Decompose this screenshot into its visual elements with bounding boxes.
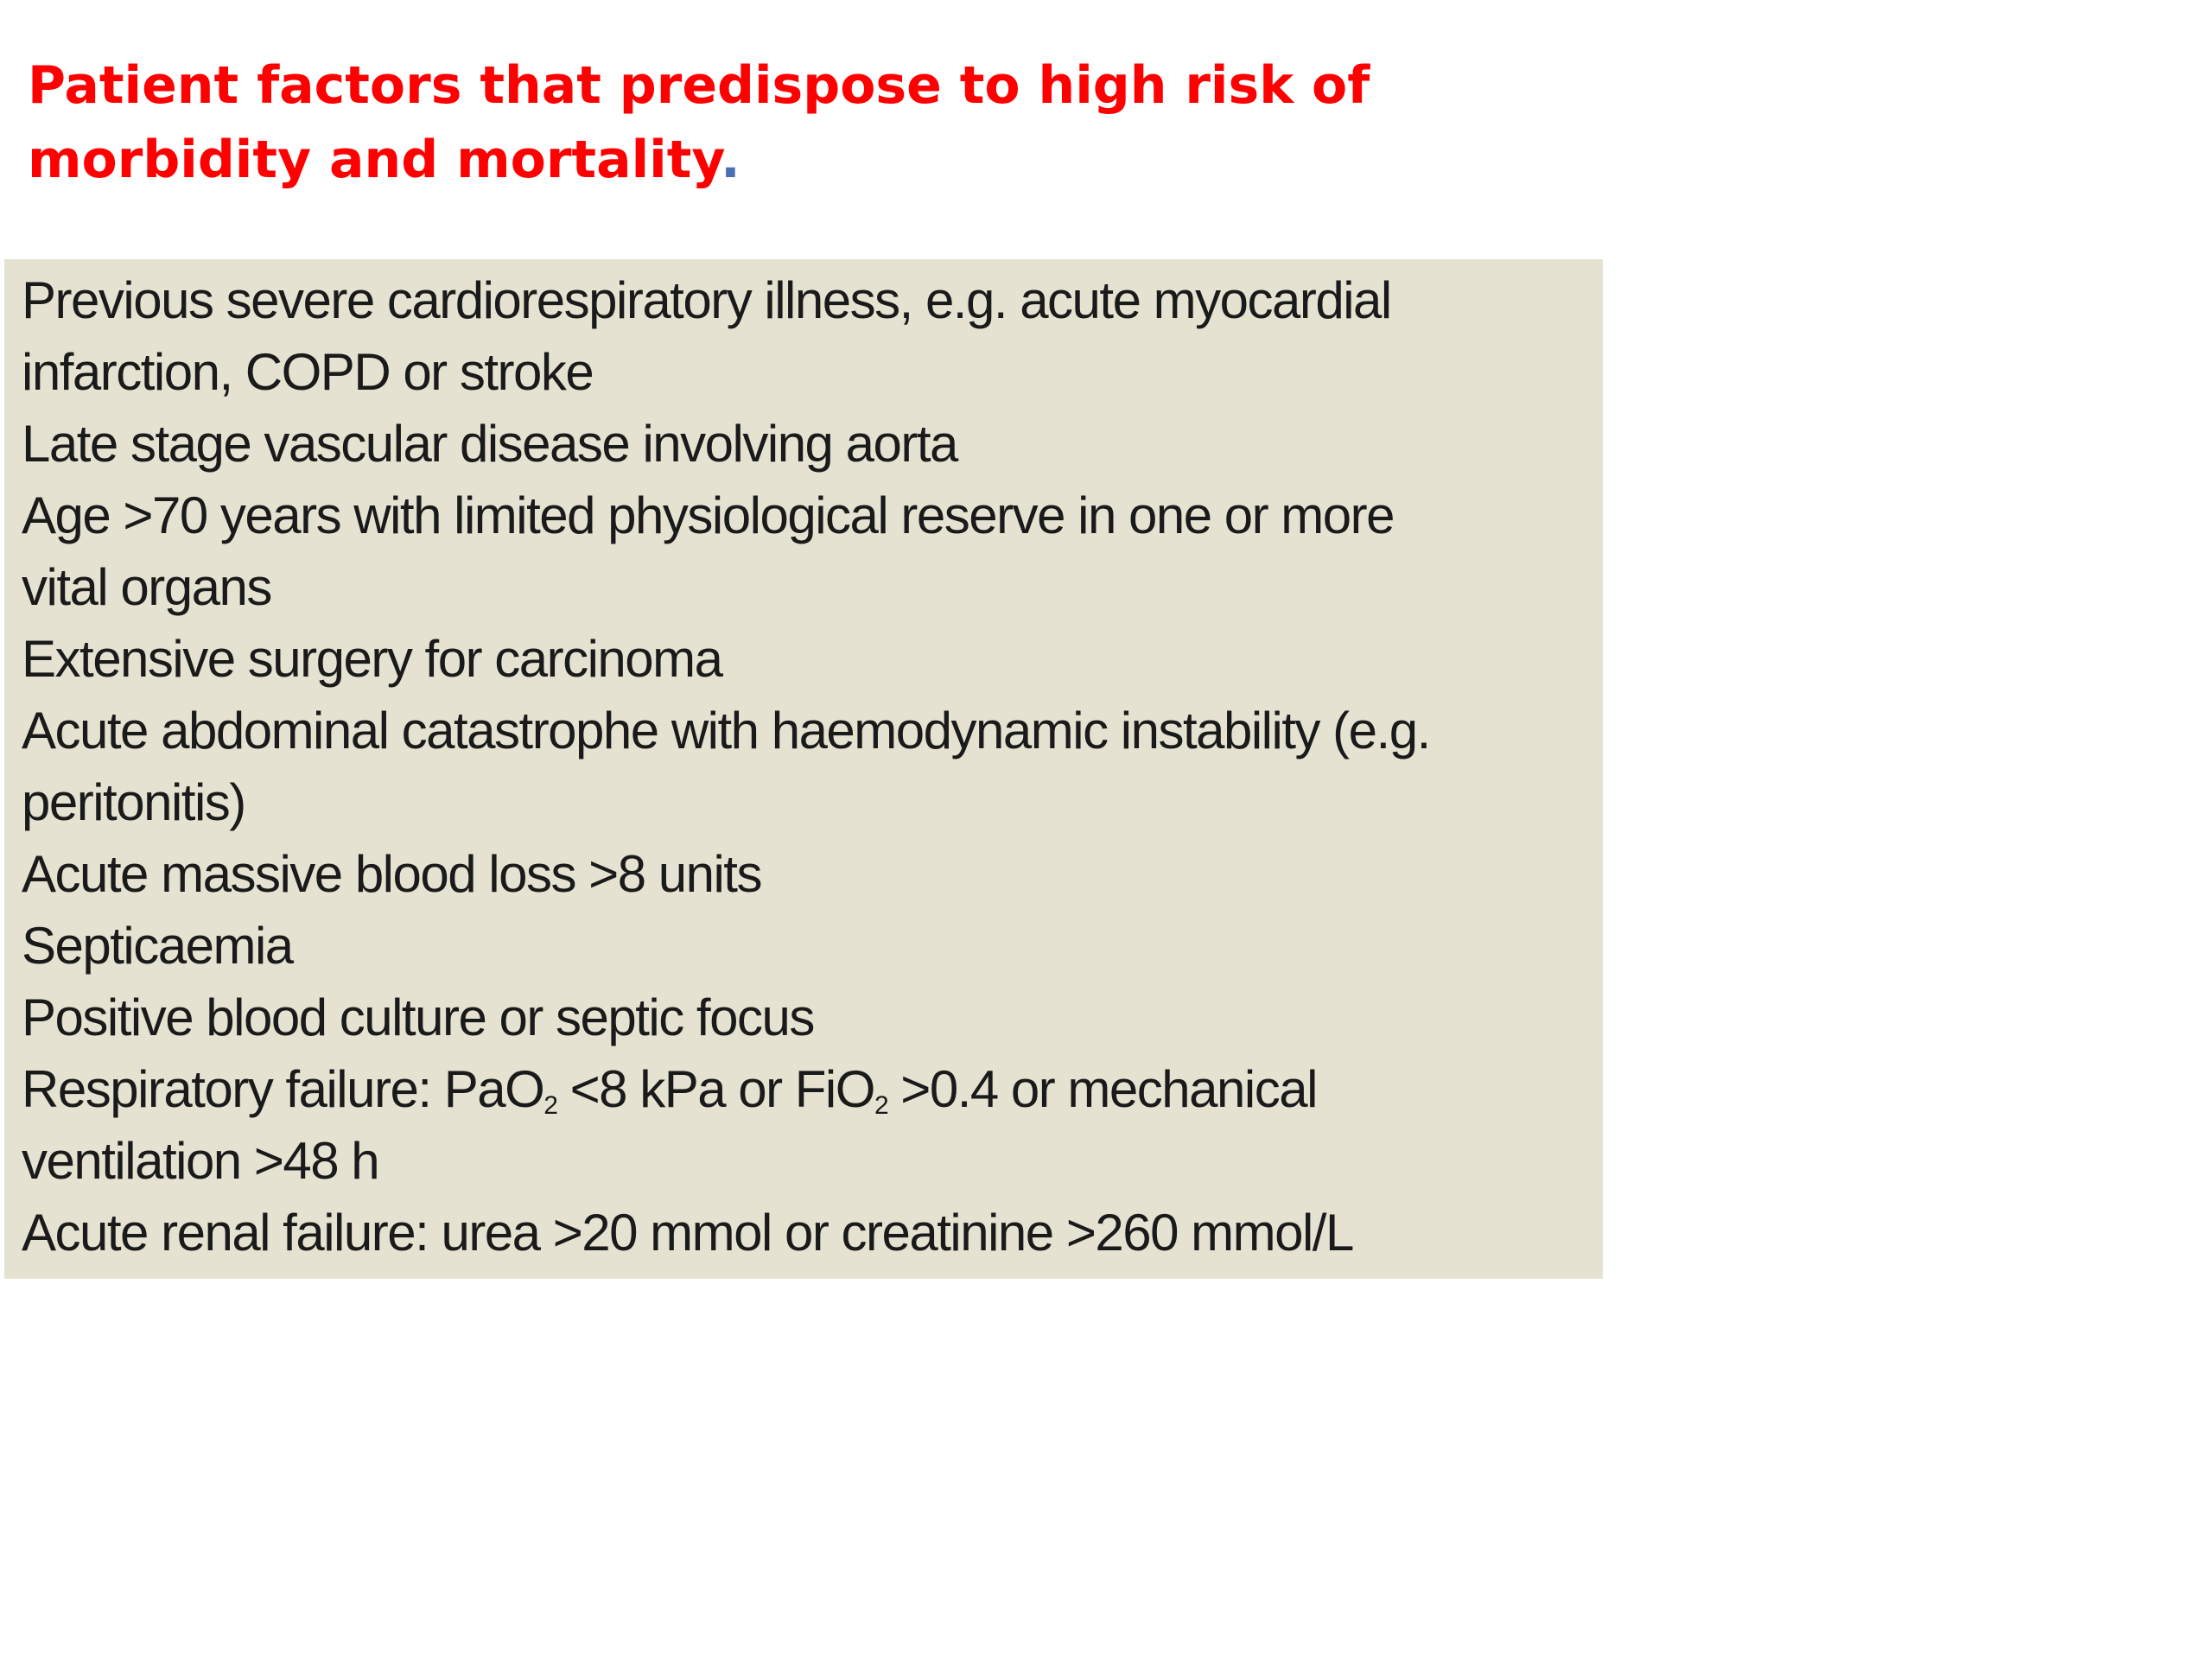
subscript-2: 2: [543, 1091, 557, 1120]
factor-line: Acute renal failure: urea >20 mmol or creatinine >260 mmol/L: [22, 1204, 1353, 1262]
subscript-2: 2: [874, 1091, 888, 1120]
factor-line: peritonitis): [22, 773, 245, 831]
factor-line: Late stage vascular disease involving aorta: [22, 415, 957, 473]
risk-factor-box: [4, 259, 1603, 1279]
factor-line: Acute massive blood loss >8 units: [22, 845, 761, 903]
factor-line: Previous severe cardiorespiratory illness, e.g. acute myocardial: [22, 271, 1391, 329]
factor-line: Septicaemia: [22, 917, 293, 975]
factor-line: vital organs: [22, 558, 271, 616]
respiratory-text-part1: Respiratory failure: PaO: [22, 1060, 544, 1118]
factor-line: Acute abdominal catastrophe with haemodynamic instability (e.g.: [22, 702, 1430, 760]
slide-title-period: .: [721, 130, 741, 190]
factor-line: ventilation >48 h: [22, 1132, 379, 1190]
factor-line: infarction, COPD or stroke: [22, 343, 594, 401]
slide-title: [28, 48, 1618, 197]
respiratory-text-part2: <8 kPa or FiO: [556, 1060, 874, 1118]
factor-line: Extensive surgery for carcinoma: [22, 630, 722, 688]
respiratory-text-part3: >0.4 or mechanical: [887, 1060, 1317, 1118]
factor-line: Positive blood culture or septic focus: [22, 988, 814, 1046]
factor-line: Age >70 years with limited physiological reserve in one or more: [22, 486, 1394, 544]
factor-line-respiratory: [22, 1053, 1603, 1125]
slide-title-text: Patient factors that predispose to high risk of morbidity and mortality: [28, 55, 1370, 190]
